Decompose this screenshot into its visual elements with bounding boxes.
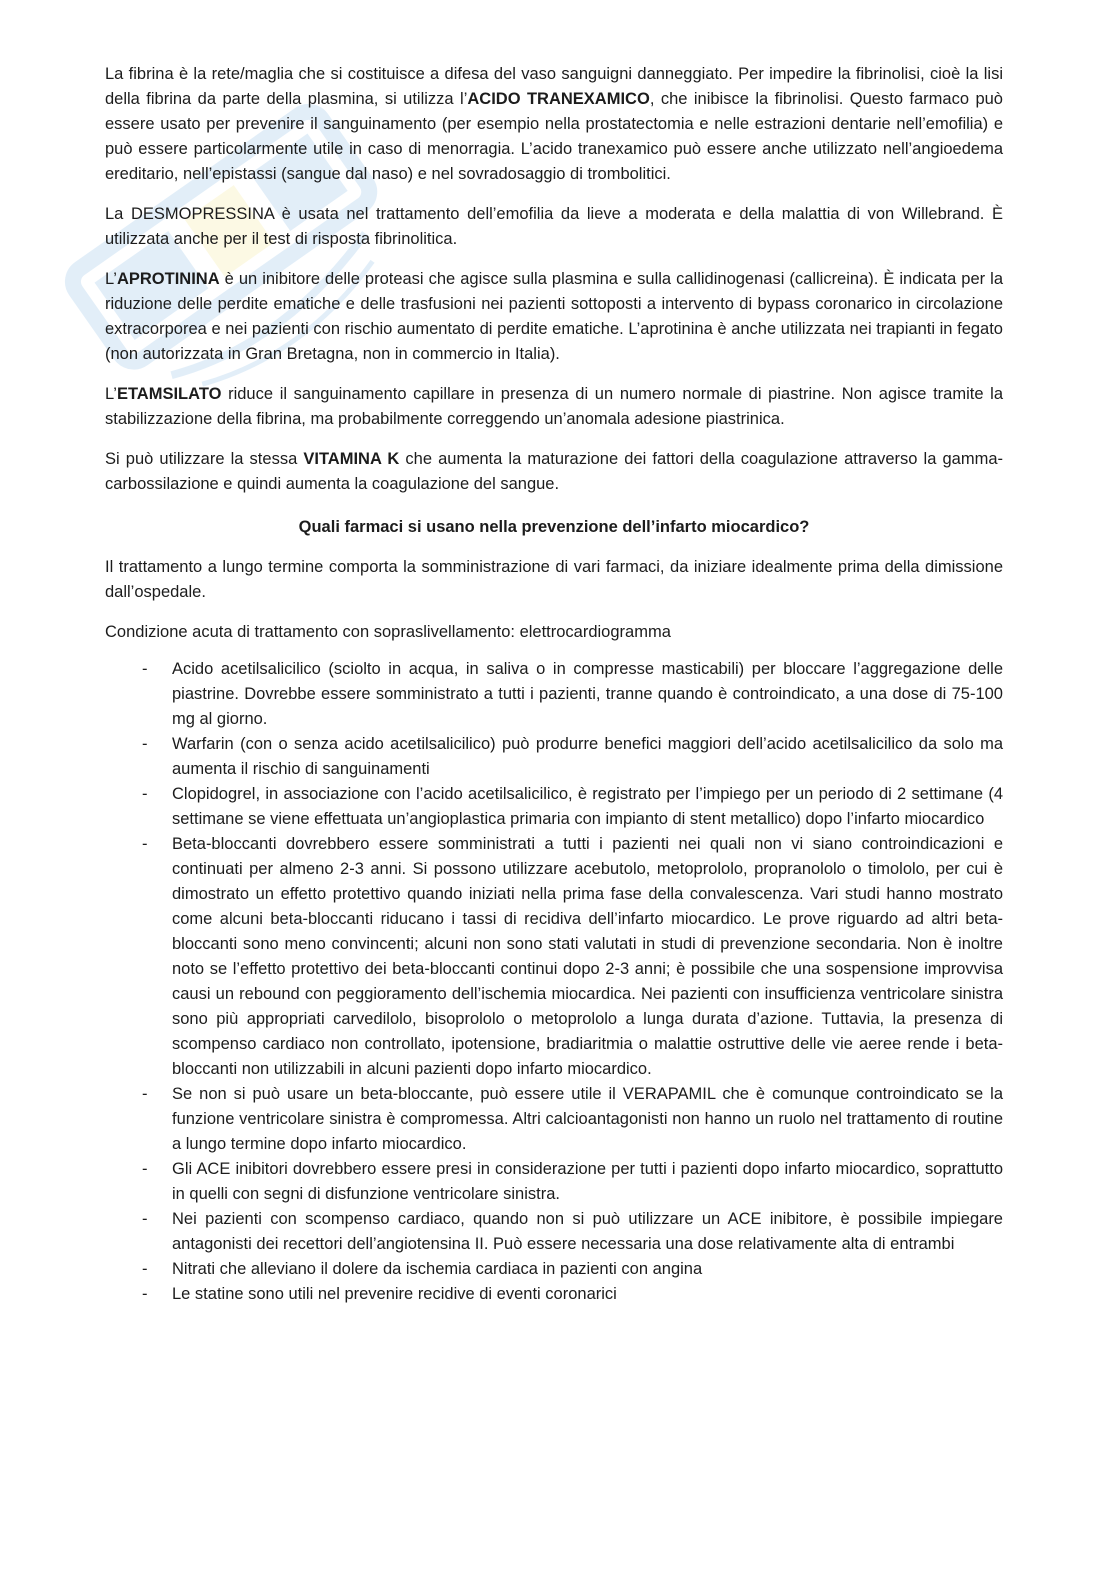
list-item: - Gli ACE inibitori dovrebbero essere presi in considerazione per tutti i pazienti dopo infarto miocardico, soprattutto in quelli con segni di disfunzione ventricolare sinistra. — [105, 1157, 1003, 1207]
term-aprotinina: APROTININA — [116, 270, 220, 288]
paragraph-aprotinin: L’APROTININA è un inibitore delle proteasi che agisce sulla plasmina e sulla callidinogenasi (callicreina). È indicata per la riduzione delle perdite ematiche e delle trasfusioni nei pazienti sottoposti a intervento di bypass coronarico in circolazione extracorporea e nei pazienti con rischio aumentato di perdite ematiche. L’aprotinina è anche utilizzata nei trapianti in fegato (non autorizzata in Gran Bretagna, non in commercio in Italia). — [105, 270, 1003, 363]
paragraph-long-term-treatment: Il trattamento a lungo termine comporta la somministrazione di vari farmaci, da iniziare idealmente prima della dimissione dall’ospedale. — [105, 558, 1003, 601]
paragraph-desmopressin: La DESMOPRESSINA è usata nel trattamento dell’emofilia da lieve a moderata e della malattia di von Willebrand. È utilizzata anche per il test di risposta fibrinolitica. — [105, 205, 1003, 248]
dash-bullet: - — [142, 735, 148, 753]
dash-bullet: - — [142, 835, 148, 853]
list-item: - Clopidogrel, in associazione con l’acido acetilsalicilico, è registrato per l’impiego per un periodo di 2 settimane (4 settimane se viene effettuata un’angioplastica primaria con impianto di stent metallico) dopo l’infarto miocardico — [105, 782, 1003, 832]
dash-bullet: - — [142, 785, 148, 803]
list-item: - Warfarin (con o senza acido acetilsalicilico) può produrre benefici maggiori dell’acido acetilsalicilico da solo ma aumenta il rischio di sanguinamenti — [105, 732, 1003, 782]
list-item: - Nitrati che alleviano il dolere da ischemia cardiaca in pazienti con angina — [105, 1257, 1003, 1282]
drug-list — [105, 657, 1003, 1307]
list-item: - Beta-bloccanti dovrebbero essere somministrati a tutti i pazienti nei quali non vi siano controindicazioni e continuati per almeno 2-3 anni. Si possono utilizzare acebutolo, metoprololo, propranololo o timololo, per cui è dimostrato un effetto protettivo quando iniziati nella prima fase della convalescenza. Vari studi hanno mostrato come alcuni beta-bloccanti riducano i tassi di recidiva dell’infarto miocardico. Le prove riguardo ad altri beta-bloccanti sono meno convincenti; alcuni non sono stati valutati in studi di prevenzione secondaria. Non è inoltre noto se l’effetto protettivo dei beta-bloccanti continui dopo 2-3 anni; è possibile che una sospensione improvvisa causi un rebound con peggioramento dell’ischemia miocardica. Nei pazienti con insufficienza ventricolare sinistra sono più appropriati carvedilolo, bisoprololo o metoprololo a lunga durata d’azione. Tuttavia, la presenza di scompenso cardiaco non controllato, ipotensione, bradiaritmia o malattie ostruttive delle vie aeree rende i beta-bloccanti non utilizzabili in alcuni pazienti dopo infarto miocardico. — [105, 832, 1003, 1082]
dash-bullet: - — [142, 1210, 148, 1228]
paragraph-vitamin-k: Si può utilizzare la stessa VITAMINA K che aumenta la maturazione dei fattori della coagulazione attraverso la gamma-carbossilazione e quindi aumenta la coagulazione del sangue. — [105, 450, 1003, 493]
dash-bullet: - — [142, 1260, 148, 1278]
list-item: - Acido acetilsalicilico (sciolto in acqua, in saliva o in compresse masticabili) per bloccare l’aggregazione delle piastrine. Dovrebbe essere somministrato a tutti i pazienti, tranne quando è controindicato, a una dose di 75-100 mg al giorno. — [105, 657, 1003, 732]
document-page — [105, 62, 1003, 1307]
list-item: - Nei pazienti con scompenso cardiaco, quando non si può utilizzare un ACE inibitore, è possibile impiegare antagonisti dei recettori dell’angiotensina II. Può essere necessaria una dose relativamente alta di entrambi — [105, 1207, 1003, 1257]
section-heading: Quali farmaci si usano nella prevenzione dell’infarto miocardico? — [298, 518, 810, 536]
paragraph-tranexamic-acid: La fibrina è la rete/maglia che si costituisce a difesa del vaso sanguigni danneggiato. Per impedire la fibrinolisi, cioè la lisi della fibrina da parte della plasmina, si utilizza l’ACIDO TRANEXAMICO, che inibisce la fibrinolisi. Questo farmaco può essere usato per prevenire il sanguinamento (per esempio nella prostatectomia e nelle estrazioni dentarie nell’emofilia) e può essere particolarmente utile in caso di menorragia. L’acido tranexamico può essere anche utilizzato nell’angioedema ereditario, nell’epistassi (sangue dal naso) e nel sovradosaggio di trombolitici. — [105, 65, 1003, 183]
term-etamsilato: ETAMSILATO — [116, 385, 222, 403]
term-vitamina-k: VITAMINA K — [303, 450, 400, 468]
dash-bullet: - — [142, 1085, 148, 1103]
dash-bullet: - — [142, 660, 148, 678]
dash-bullet: - — [142, 1160, 148, 1178]
paragraph-etamsylate: L’ETAMSILATO riduce il sanguinamento capillare in presenza di un numero normale di piastrine. Non agisce tramite la stabilizzazione della fibrina, ma probabilmente correggendo un’anomala adesione piastrinica. — [105, 385, 1003, 428]
term-acido-tranexamico: ACIDO TRANEXAMICO — [467, 90, 650, 108]
dash-bullet: - — [142, 1285, 148, 1303]
paragraph-acute-condition: Condizione acuta di trattamento con sopraslivellamento: elettrocardiogramma — [105, 623, 671, 641]
list-item: - Le statine sono utili nel prevenire recidive di eventi coronarici — [105, 1282, 1003, 1307]
list-item: - Se non si può usare un beta-bloccante, può essere utile il VERAPAMIL che è comunque controindicato se la funzione ventricolare sinistra è compromessa. Altri calcioantagonisti non hanno un ruolo nel trattamento di routine a lungo termine dopo infarto miocardico. — [105, 1082, 1003, 1157]
